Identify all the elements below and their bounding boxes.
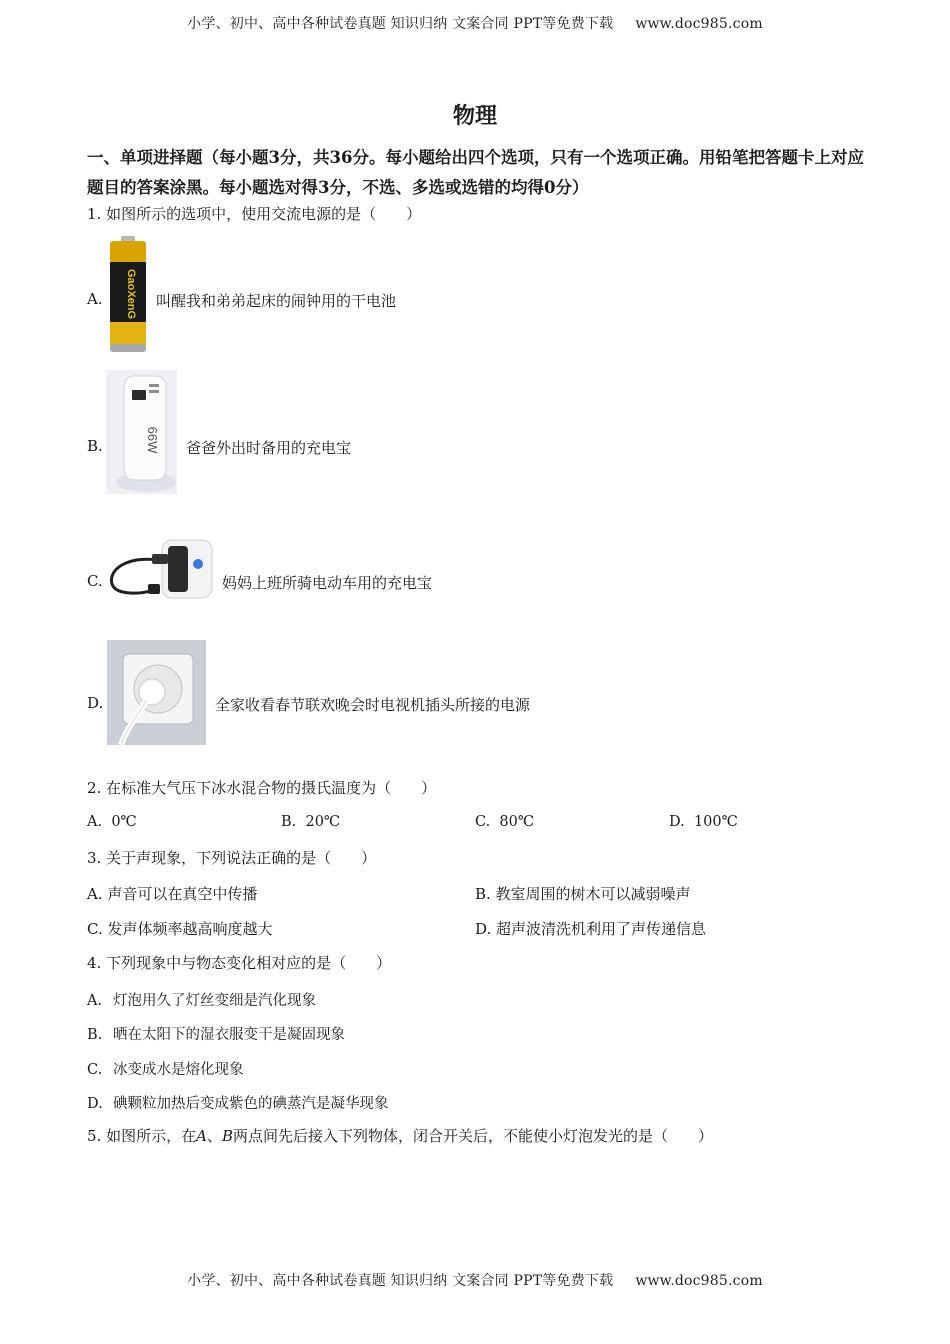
q4-option-c: C. 冰变成水是熔化现象: [87, 1062, 244, 1078]
q1-option-a-text: 叫醒我和弟弟起床的闹钟用的干电池: [156, 292, 397, 310]
q4-option-b: B. 晒在太阳下的湿衣服变干是凝固现象: [87, 1027, 345, 1043]
q3-option-c: C. 发声体频率越高响度越大: [87, 920, 273, 938]
wall-socket-image: [107, 640, 206, 745]
power-bank-label: 66W: [145, 426, 160, 454]
page-title: 物理: [452, 103, 497, 129]
q4-option-a: A. 灯泡用久了灯丝变细是汽化现象: [87, 993, 316, 1009]
question-4-stem: 4. 下列现象中与物态变化相对应的是（ ）: [87, 954, 392, 972]
q1-option-a-letter: A.: [87, 290, 103, 308]
q3-option-d: D. 超声波清洗机利用了声传递信息: [475, 920, 707, 938]
question-5-stem: 5. 如图所示，在A、B两点间先后接入下列物体，闭合开关后，不能使小灯泡发光的是（ ）: [87, 1127, 713, 1145]
question-1-stem: 1. 如图所示的选项中，使用交流电源的是（ ）: [87, 205, 422, 223]
q1-option-c-text: 妈妈上班所骑电动车用的充电宝: [222, 574, 433, 592]
question-2-stem: 2. 在标准大气压下冰水混合物的摄氏温度为（ ）: [87, 779, 437, 797]
power-bank-image: [106, 370, 177, 494]
top-banner: [0, 13, 950, 33]
q1-option-d-text: 全家收看春节联欢晚会时电视机插头所接的电源: [215, 696, 531, 714]
q2-option-c: C. 80℃: [475, 814, 535, 830]
banner-text-bottom: 小学、初中、高中各种试卷真题 知识归纳 文案合同 PPT等免费下载: [187, 1273, 614, 1289]
section-heading: 一、单项进择题（每小题3分，共36分。每小题给出四个选项，只有一个选项正确。用铅笔把答题卡上对应题目的答案涂黑。每小题选对得3分，不选、多选或选错的均得0分）: [87, 148, 864, 197]
q2-option-b: B. 20℃: [281, 814, 341, 830]
q3-option-a: A. 声音可以在真空中传播: [87, 885, 258, 903]
banner-text: 小学、初中、高中各种试卷真题 知识归纳 文案合同 PPT等免费下载: [187, 16, 614, 32]
q3-option-b: B. 教室周围的树木可以减弱噪声: [475, 885, 691, 903]
battery-image: [108, 236, 148, 352]
ebike-charger-image: [106, 530, 216, 602]
q1-option-c-letter: C.: [87, 572, 103, 590]
q4-option-d: D. 碘颗粒加热后变成紫色的碘蒸汽是凝华现象: [87, 1096, 389, 1112]
q1-option-b-letter: B.: [87, 437, 103, 455]
banner-site-bottom[interactable]: www.doc985.com: [635, 1273, 763, 1289]
bottom-banner: [0, 1270, 950, 1290]
banner-site[interactable]: www.doc985.com: [635, 16, 763, 32]
battery-brand: GaoXenG: [125, 268, 137, 320]
q1-option-d-letter: D.: [87, 694, 104, 712]
q2-option-d: D. 100℃: [669, 814, 738, 830]
q2-option-a: A. 0℃: [87, 814, 137, 830]
q1-option-b-text: 爸爸外出时备用的充电宝: [186, 439, 352, 457]
question-3-stem: 3. 关于声现象，下列说法正确的是（ ）: [87, 849, 377, 867]
